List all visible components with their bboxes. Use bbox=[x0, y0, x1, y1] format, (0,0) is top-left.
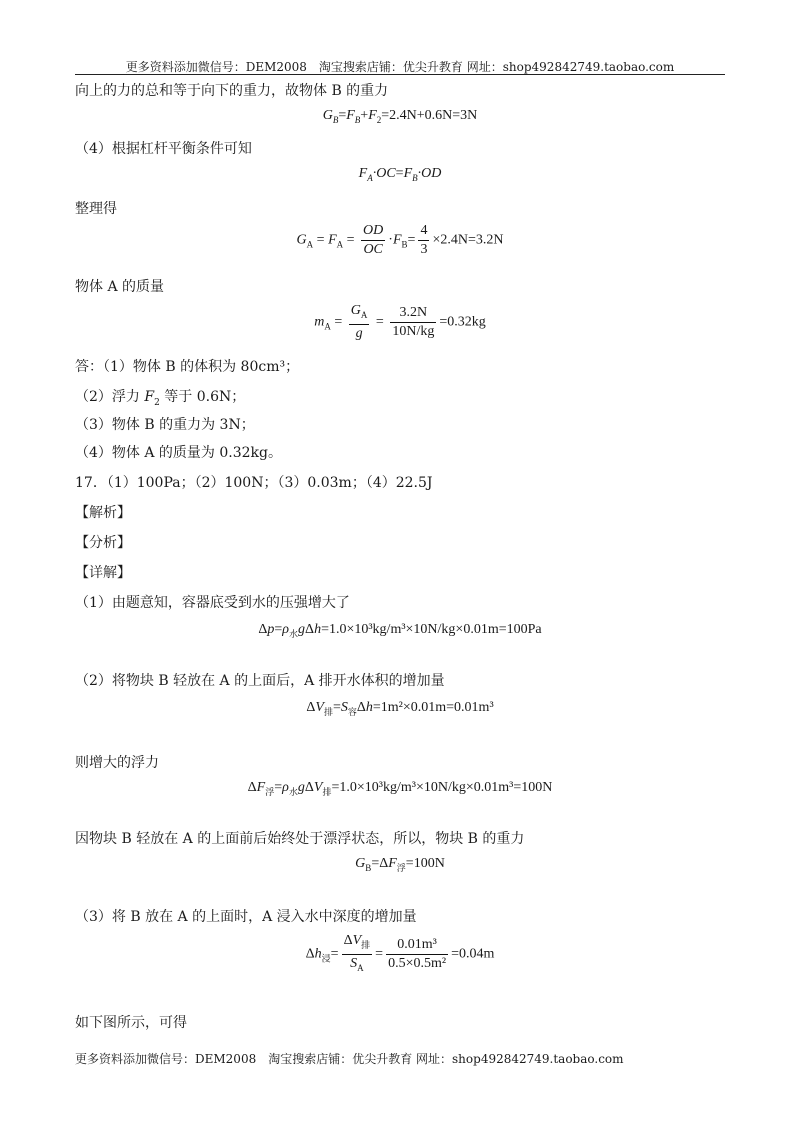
header-rule bbox=[75, 74, 725, 75]
page-footer: 更多资料添加微信号：DEM2008 淘宝搜索店铺：优尖升教育 网址：shop492842749.taobao.com bbox=[75, 1052, 624, 1066]
formula-volume: $\Delta V_排=S_容\Delta h=1m^2\times 0.01m=0.01m^3$ bbox=[306, 700, 494, 717]
formula-buoyancy: $\Delta F_浮=\rho_水g\Delta V_排=1.0\times 10^3kg/m^3\times 10N/kg\times 0.01m^3=100N$ bbox=[247, 780, 553, 797]
section-fenxi: 【分析】 bbox=[75, 535, 131, 551]
formula-ga: $G_A = F_A$ = $\frac{OD}{OC}$ $\cdot F_B=$ $\frac{4}{3}$ ×2.4N=3.2N bbox=[296, 223, 504, 257]
text-line: 向上的力的总和等于向下的重力，故物体 B 的重力 bbox=[75, 83, 389, 99]
answer-4: （4）物体 A 的质量为 0.32kg。 bbox=[75, 445, 282, 461]
formula-weight-b: $G_B=F_B+F_2=2.4N+0.6N=3N$ bbox=[322, 108, 478, 125]
text-rearrange: 整理得 bbox=[75, 201, 117, 217]
section-analysis: 【解析】 bbox=[75, 505, 131, 521]
text-part5: （3）将 B 放在 A 的上面时，A 浸入水中深度的增加量 bbox=[75, 909, 417, 925]
text-part4: 因物块 B 轻放在 A 的上面前后始终处于漂浮状态，所以，物块 B 的重力 bbox=[75, 831, 525, 847]
formula-pressure: $\Delta p=\rho_水g\Delta h=1.0\times 10^3kg/m^3\times 10N/kg\times 0.01m=100Pa$ bbox=[258, 622, 542, 639]
formula-mass-a: $m_A$ = $\frac{G_A}{g}$ = $\frac{3.2N}{10N/kg}$ =0.32kg bbox=[314, 303, 486, 341]
formula-gb: $G_B=\Delta F_浮=100N$ bbox=[355, 856, 445, 873]
formula-lever: $F_A\cdot OC=F_B\cdot OD$ bbox=[358, 166, 442, 183]
text-mass-a: 物体 A 的质量 bbox=[75, 279, 165, 295]
text-part3: 则增大的浮力 bbox=[75, 755, 159, 771]
formula-depth: $\Delta h_浸=$ $\frac{\Delta V_排}{S_A}$ = $\frac{\text{0.01m³}}{\text{0.5×0.5m²}}$ =0.04m bbox=[305, 933, 495, 973]
text-step4: （4）根据杠杆平衡条件可知 bbox=[75, 141, 252, 157]
section-detail: 【详解】 bbox=[75, 565, 131, 581]
text-part6: 如下图所示，可得 bbox=[75, 1015, 187, 1031]
answer-2: （2）浮力 $F_2$ 等于 0.6N； bbox=[75, 389, 246, 408]
text-part1: （1）由题意知，容器底受到水的压强增大了 bbox=[75, 595, 350, 611]
answer-1: 答：（1）物体 B 的体积为 80cm³； bbox=[75, 359, 300, 375]
text-part2: （2）将物块 B 轻放在 A 的上面后，A 排开水体积的增加量 bbox=[75, 673, 445, 689]
answer-3: （3）物体 B 的重力为 3N； bbox=[75, 417, 255, 433]
question-17-answers: 17．（1）100Pa；（2）100N；（3）0.03m；（4）22.5J bbox=[75, 475, 433, 491]
page-header: 更多资料添加微信号：DEM2008 淘宝搜索店铺：优尖升教育 网址：shop492842749.taobao.com bbox=[125, 60, 675, 74]
